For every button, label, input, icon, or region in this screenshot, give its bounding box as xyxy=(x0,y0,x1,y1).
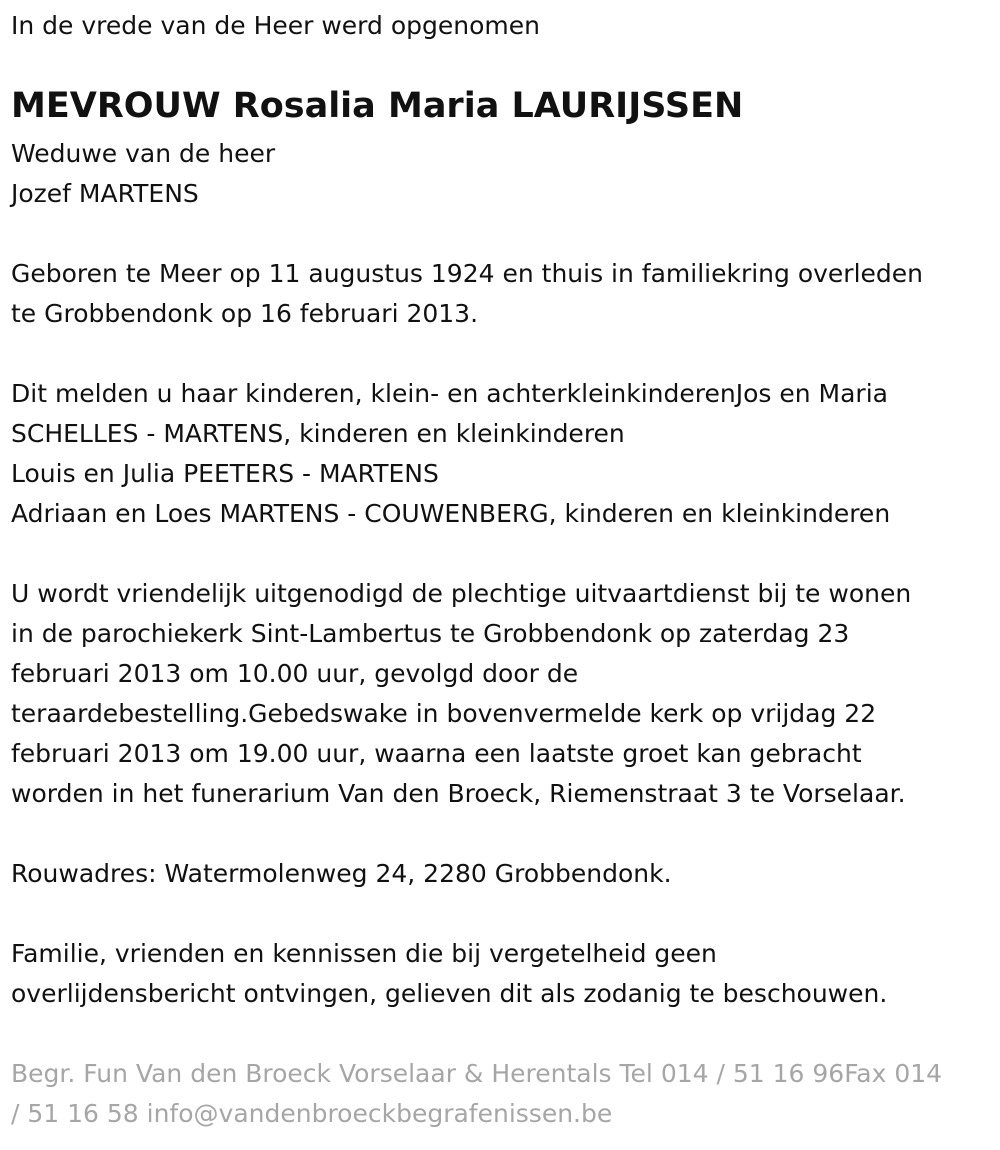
funeral-home-footer xyxy=(11,1054,942,1134)
family-line: Louis en Julia PEETERS - MARTENS xyxy=(11,459,439,488)
spouse-section xyxy=(11,134,275,214)
birth-death-line: Geboren te Meer op 11 augustus 1924 en thuis in familiekring overleden xyxy=(11,259,924,288)
service-line: februari 2013 om 19.00 uur, waarna een laatste groet kan gebracht xyxy=(11,739,862,768)
notice-line: overlijdensbericht ontvingen, gelieven dit als zodanig te beschouwen. xyxy=(11,979,888,1008)
family-section xyxy=(11,374,890,534)
footer-line: / 51 16 58 info@vandenbroeckbegrafenissen.be xyxy=(11,1099,613,1128)
funeral-service-section xyxy=(11,574,911,814)
service-line: in de parochiekerk Sint-Lambertus te Grobbendonk op zaterdag 23 xyxy=(11,619,850,648)
service-line: februari 2013 om 10.00 uur, gevolgd door de xyxy=(11,659,579,688)
birth-death-section xyxy=(11,254,923,334)
notice-line: Familie, vrienden en kennissen die bij vergetelheid geen xyxy=(11,939,717,968)
mourning-address: Rouwadres: Watermolenweg 24, 2280 Grobbendonk. xyxy=(11,859,672,888)
mourning-address-section xyxy=(11,854,672,894)
service-line: U wordt vriendelijk uitgenodigd de plechtige uitvaartdienst bij te wonen xyxy=(11,579,912,608)
intro-text: In de vrede van de Heer werd opgenomen xyxy=(11,11,540,40)
family-line: SCHELLES - MARTENS, kinderen en kleinkinderen xyxy=(11,419,625,448)
service-line: teraardebestelling.Gebedswake in bovenvermelde kerk op vrijdag 22 xyxy=(11,699,877,728)
spouse-line: Weduwe van de heer xyxy=(11,139,276,168)
deceased-name: MEVROUW Rosalia Maria LAURIJSSEN xyxy=(11,86,744,126)
family-line: Dit melden u haar kinderen, klein- en achterkleinkinderenJos en Maria xyxy=(11,379,888,408)
spouse-name: Jozef MARTENS xyxy=(11,179,199,208)
service-line: worden in het funerarium Van den Broeck, Riemenstraat 3 te Vorselaar. xyxy=(11,779,906,808)
notice-section xyxy=(11,934,887,1014)
footer-line: Begr. Fun Van den Broeck Vorselaar & Herentals Tel 014 / 51 16 96Fax 014 xyxy=(11,1059,943,1088)
birth-death-line: te Grobbendonk op 16 februari 2013. xyxy=(11,299,479,328)
family-line: Adriaan en Loes MARTENS - COUWENBERG, kinderen en kleinkinderen xyxy=(11,499,891,528)
